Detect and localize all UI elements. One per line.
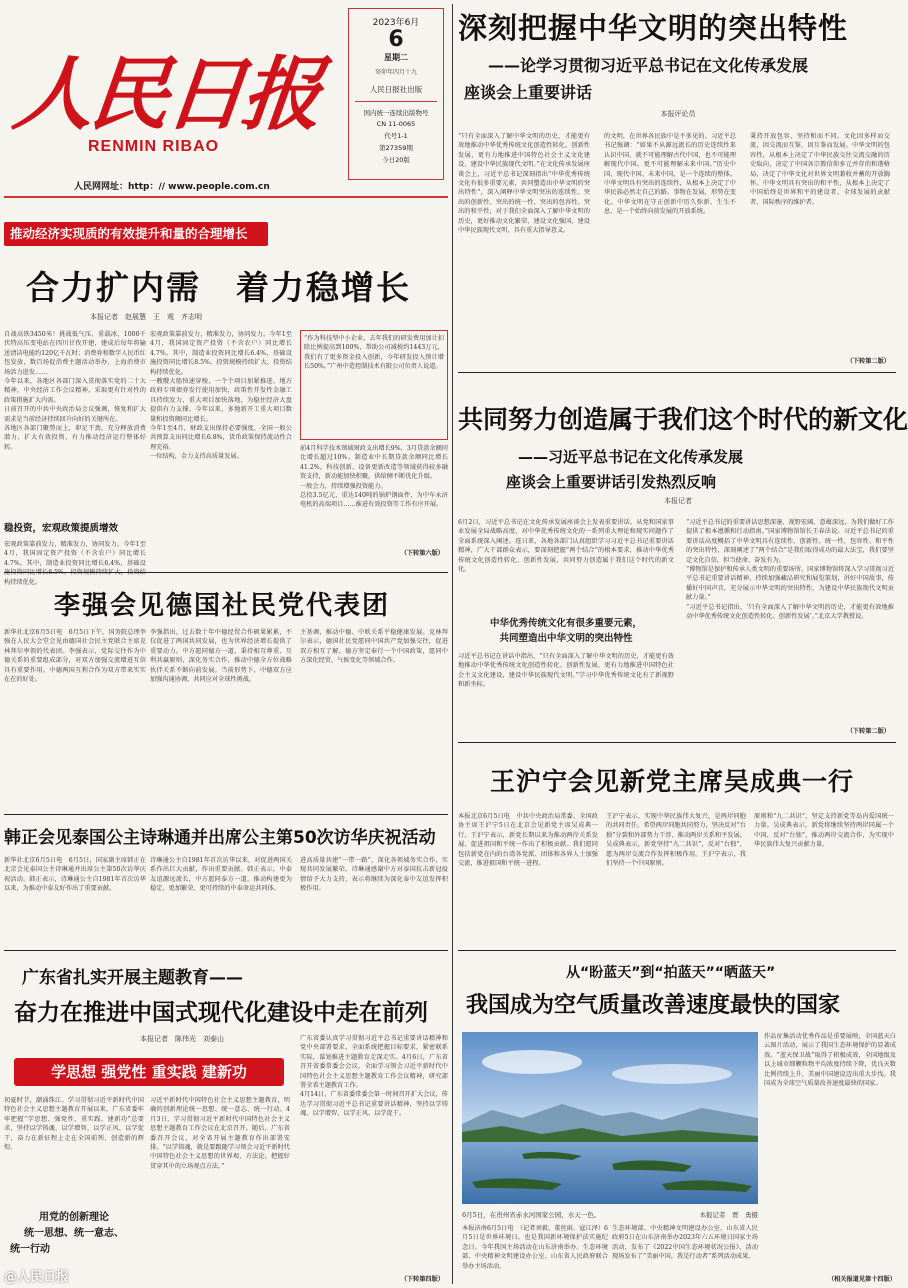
masthead bbox=[0, 0, 450, 200]
story2-subtitle: ——习近平总书记在文化传承发展 bbox=[518, 448, 744, 466]
photo-caption: 6月5日，在贵州省赤水河国家公园，水天一色。 bbox=[462, 1211, 601, 1219]
landscape-photo-icon bbox=[462, 1032, 758, 1204]
lead-more[interactable]: （下转第二版） bbox=[846, 358, 890, 365]
lead-subtitle: ——论学习贯彻习近平总书记在文化传承发展 bbox=[488, 56, 809, 75]
story4-title[interactable]: 韩正会见泰国公主诗琳通并出席公主第50次访华庆祝活动 bbox=[4, 828, 436, 848]
story7-col-1: 本报济南6月5日电 （记者刘毅、董丝雨、寇江泽）6月5日是世界环境日，也是我国新环境保护法实施纪念日。今年我国主场活动在山东济南举办。生态环境部、中央精神文明建设办公室、山东省人民政府联合举办主场活动。 bbox=[462, 1225, 608, 1270]
subhead-line-1: 用党的创新理论 bbox=[39, 1212, 109, 1223]
subhead-line-2: 统一思想、统一意志、 bbox=[24, 1228, 124, 1239]
lead-byline: 本报评论员 bbox=[660, 110, 696, 118]
story6-kicker: 广东省扎实开展主题教育—— bbox=[22, 968, 243, 988]
lead-col-1: “只有全面深入了解中华文明的历史，才能更有效地推动中华优秀传统文化创造性转化、创新性发展，更有力地推进中国特色社会主义文化建设，建设中华民族现代文明。”在文化传承发展座谈会上，习近平总书记深刻指出“中华优秀传统文化有很多重要元素，共同塑造出中华文明的突出特性”，深入阐释中华文明突出的连续性、突出的创新性、突出的统一性、突出的包容性、突出的和平性，对于我们全面深入了解中华文明的历史，更好推动文化繁荣、建设文化强国、建设中华民族现代文明，具有重大指导意义。 bbox=[458, 133, 590, 235]
story6-col-2: 习近平新时代中国特色社会主义思想主题教育，明确的创新理论统一思想、统一意志、统一行动。4月3日，学习贯彻习近平新时代中国特色社会主义思想主题教育工作会议在北京召开。随后，广东省委召开会议，对全省开展主题教育作出部署安排。“以学铸魂，就是要跟随学习领会习近平新时代中国特色社会主义思想的世界观、方法论，把握好贯穿其中的立场观点方法。” bbox=[150, 1097, 290, 1170]
story6-col-3: 广东省委认真学习贯彻习近平总书记重要讲话精神和党中央部署要求，全面系统把握目标要求，紧密联系实际，谋划推进主题教育走深走实。4月6日，广东省召开省委常委会会议，全面学习领会习近平新时代中国特色社会主义思想主题教育工作会议精神，研究部署全省主题教育工作。 4月14日，广东省委常委会第一时间召开扩大会议，传达学习贯彻习近平总书记重要讲话精神，坚持以学铸魂、以学增智、以学正风、以学促干。 bbox=[300, 1035, 448, 1118]
pullquote-line-2: 共同塑造出中华文明的突出特性 bbox=[499, 633, 633, 644]
story2 bbox=[458, 380, 908, 735]
story1-title[interactable]: 合力扩内需 着力稳增长 bbox=[26, 268, 411, 307]
story7-kicker: 从“盼蓝天”到“拍蓝天”“晒蓝天” bbox=[566, 965, 776, 981]
story6-more[interactable]: （下转第四版） bbox=[400, 1276, 444, 1283]
story2-col-1b: 习近平总书记在讲话中指出，“只有全面深入了解中华文明的历史，才能更有效地推动中华优秀传统文化创造性转化、创新性发展，更有力地推进中国特色社会主义文化建设，建设中华民族现代文明。”学习中华优秀传统文化有了新视野和新坐标。 bbox=[458, 653, 674, 689]
story1-byline: 本报记者 赵展慧 王 观 齐志明 bbox=[90, 313, 202, 321]
lead-title[interactable]: 深刻把握中华文明的突出特性 bbox=[458, 11, 849, 45]
story1-more[interactable]: （下转第六版） bbox=[400, 550, 444, 557]
story2-col-1: 6月2日，习近平总书记在文化传承发展座谈会上发表重要讲话，从党和国家事业发展全局战略高度，对中华优秀传统文化的一系列重大理论和现实问题作了全面系统深入阐述。连日来，各地各部门认真组织学习习近平总书记重要讲话精神，广大干部群众表示，要深刻把握“两个结合”的根本要求，推动中华优秀传统文化创造性转化、创新性发展，共同努力创造属于我们这个时代的新文化。 bbox=[458, 519, 674, 574]
story1-col-3: 前4月科学技术领域财政支出增长9%，3月贷款余额同比增长超过10%。制造业中长期贷款余额同比增长41.2%，科技创新、设备更新改造等领域获得较多融资支持，新动能加快积聚，供给侧不断优化升级。 一般会力，持续增强投资能力。 总投3.5亿元，重达140吨的锅炉钢面件，为中车永济电机的高端项目……推进有效投资等工作有序开展。 bbox=[300, 445, 448, 509]
story7-more[interactable]: （相关报道见第十四版） bbox=[827, 1276, 896, 1283]
story7-caption bbox=[462, 1210, 758, 1219]
kicker-label: 推动经济实现质的有效提升和量的合理增长 bbox=[10, 226, 248, 241]
story2-col-2: “习近平总书记的重要讲话思想深邃、视野宏阔、意蕴深远，为我们做好工作提供了根本遵循和行动指南。”国家博物馆馆长王春法说。习近平总书记的重要讲话高度概括了中华文明具有连续性、创新性、统一性、包容性、和平性的突出特性，深刻阐述了“两个结合”是我们取得成功的最大法宝，我们要坚定文化自信，担当使命、奋发有为。 “博物馆是保护和传承人类文明的重要场所。国家博物馆将深入学习贯彻习近平总书记重要讲话精神，持续加强藏品研究和展览策划，讲好中国故事，传播好中国声音，充分展示中华文明的突出特性，为建设中华民族现代文明贡献力量。” “习近平总书记指出，‘只有全面深入了解中华文明的历史，才能更有效地推动中华优秀传统文化创造性转化、创新性发展’。”北京大学教授说。 bbox=[686, 519, 894, 621]
logo-text: 人民日报 bbox=[9, 47, 323, 141]
lead-subtitle-2: 座谈会上重要讲话 bbox=[464, 83, 593, 102]
kicker-banner bbox=[4, 222, 268, 246]
pullquote-line-1: 中华优秀传统文化有很多重要元素， bbox=[489, 618, 642, 629]
date-box bbox=[348, 8, 444, 180]
story6-byline: 本报记者 陈伟光 刘泰山 bbox=[140, 1035, 224, 1043]
story7-photo bbox=[462, 1032, 758, 1204]
story5-title[interactable]: 王沪宁会见新党主席吴成典一行 bbox=[490, 767, 855, 796]
story6-title[interactable]: 奋力在推进中国式现代化建设中走在前列 bbox=[14, 1000, 428, 1026]
subhead-line-3: 统一行动 bbox=[10, 1244, 50, 1255]
issue-number: 第27359期 bbox=[379, 144, 413, 152]
story4-col-1: 新华社北京6月5日电 6月5日，国家副主席韩正在北京会见泰国公主诗琳通并出席公主第50次访华庆祝活动。韩正表示，诗琳通公主自1981年首次访华以来，为推动中泰友好作出了重要贡献。 bbox=[4, 857, 146, 893]
publisher: 人民日报社出版 bbox=[369, 85, 423, 94]
story4-col-3: 进高质量共建“一带一路”，深化各领域务实合作，实现共同发展繁荣。诗琳通感谢中方对泰国抗击新冠疫情给予大力支持，表示将继续为深化泰中友谊发挥积极作用。 bbox=[300, 857, 448, 893]
banner-label: 学思想 强党性 重实践 建新功 bbox=[51, 1063, 247, 1081]
story3-col-3: 主基调，推动中德、中欧关系平稳健康发展。克林拜尔表示，德国社民党愿同中国共产党加强交往，促进双方相互了解。德方坚定奉行一个中国政策，愿同中方深化经贸、气候变化等领域合作。 bbox=[300, 629, 448, 665]
date-weekday: 星期二 bbox=[384, 53, 408, 62]
story3-col-1: 新华社北京6月5日电 6月5日下午，国务院总理李强在人民大会堂会见由德国社会民主党联合主席克林拜尔率领的代表团。李强表示，党际交往作为中德关系的重要组成部分，对双方加强交流增进互信具有重要作用。中德两国互利合作为双方带来实实在在的好处。 bbox=[4, 629, 146, 684]
story6-subhead bbox=[4, 1210, 144, 1258]
date-lunar: 癸卯年四月十九 bbox=[374, 69, 417, 76]
story3-col-2: 李强指出，过去数十年中德经贸合作硕果累累，不仅促进了两国共同发展，也为世界经济增长提供了重要动力。中方愿同德方一道，秉持相互尊重、互利共赢原则，深化务实合作，推动中德全方位战略伙伴关系不断向前发展。当前形势下，中德双方应加强沟通协调，共同应对全球性挑战。 bbox=[150, 629, 292, 684]
story7-col-right: 作品征集活动优秀作品是重要展映，全国蓝天白云图片活动，展示了我国生态环境保护的显著成效。“蓝天保卫战”取得了积极成效，全国地级及以上城市细颗粒物平均浓度持续下降，优良天数比例持续上升，美丽中国建设迈出重大步伐。我国成为全球空气质量改善速度最快的国家。 bbox=[764, 1033, 896, 1088]
website[interactable]: 人民网网址：http：// www.people.com.cn bbox=[74, 182, 270, 192]
story4-col-2: 诗琳通公主自1981年首次访华以来，对促进两国关系作出巨大贡献，作出重要贡献。韩正表示，中泰友谊源远流长，中方愿同泰方一道，推动构建更为稳定、更加繁荣、更可持续的中泰命运共同体。 bbox=[150, 857, 292, 893]
story2-pullquote bbox=[458, 616, 674, 646]
date-day: 6 bbox=[388, 27, 404, 52]
masthead-pinyin: RENMIN RIBAO bbox=[88, 138, 220, 155]
story7-col-2: 生态环境部、中央精神文明建设办公室、山东省人民政府5日在山东济南举办2023年六五环境日国家主场活动，发布了《2022中国生态环境状况公报》，活动现场发布了“美丽中国，我是行动者”系列活动成果。 bbox=[612, 1225, 758, 1261]
date-year-month: 2023年6月 bbox=[372, 18, 420, 28]
serial-label: 国内统一连续出版物号 bbox=[363, 109, 429, 117]
story7-title[interactable]: 我国成为空气质量改善速度最快的国家 bbox=[466, 993, 841, 1018]
story1-quote-box: “作为科技型中小企业，去年我们的研发费用加计扣除比例提高到100%，帮助公司减税约1443万元，我们有了更多资金投入创新，今年研发投入预计增长50%。”广州中造控制技术有限公司负责人说道。 bbox=[300, 330, 448, 440]
lead-article bbox=[458, 4, 898, 369]
story2-title[interactable]: 共同努力创造属于我们这个时代的新文化 bbox=[458, 405, 908, 434]
story6-banner bbox=[14, 1058, 284, 1086]
post-code: 代号1-1 bbox=[384, 132, 408, 140]
watermark bbox=[4, 1266, 69, 1285]
cn-number: CN 11-0065 bbox=[376, 120, 416, 128]
story5-col-1: 本报北京6月5日电 中共中央政治局常委、全国政协主席王沪宁5日在北京会见新党主席吴成典一行。王沪宁表示，新党长期以来为推动两岸关系发展、促进祖国和平统一作出了积极贡献。我们愿同包括新党在内的台湾各党派、团体和各界人士加强交流，推进祖国和平统一进程。 bbox=[458, 813, 598, 868]
lead-col-2: 的文明，在世界各民族中是不多见的。习近平总书记强调：“如果不从源远流长的历史连续性来认识中国，就不可能理解古代中国，也不可能理解现代中国，更不可能理解未来中国。”历史中国、现代中国、未来中国，是一个连续的整体。中华文明具有突出的连续性，从根本上决定了中华民族必然走自己的路。事物在发展，形势在变化。中华文明在守正创新中历久弥新、生生不息，是一个始终向前发展的开放系统。 bbox=[604, 133, 736, 216]
story5-col-3: 原则和“九二共识”，坚定支持新党等岛内爱国统一力量。吴成典表示，新党将继续坚持两岸同属一个中国，反对“台独”，推动两岸交流合作，为实现中华民族伟大复兴贡献力量。 bbox=[754, 813, 894, 849]
story5-col-2: 王沪宁表示，实现中华民族伟大复兴，是两岸同胞的共同责任。希望两岸同胞共同努力，坚决反对“台独”分裂和外部势力干涉，推动两岸关系和平发展。吴成典表示，新党坚持“九二共识”，反对“台独”，愿为两岸交流合作发挥积极作用。王沪宁表示，我们坚持一个中国原则。 bbox=[606, 813, 746, 868]
story1-subhead: 稳投资，宏观政策提质增效 bbox=[4, 523, 119, 534]
photo-credit: 本报记者 贾 勇摄 bbox=[699, 1211, 758, 1219]
lead-col-3: 秉持开放包容，坚持和而不同。文化因多样而交流，因交流而互鉴，因互鉴而发展。中华文明的包容性，从根本上决定了中华民族交往交流交融的历史取向，决定了中国各宗教信仰多元并存的和谐格局，决定了中华文化对世界文明兼收并蓄的开放胸怀。中华文明具有突出的和平性，从根本上决定了中国始终是世界和平的建设者、全球发展的贡献者、国际秩序的维护者。 bbox=[750, 133, 890, 206]
story1-col-2: 宏观政策靠前发力，精准发力，协同发力。今年1至4月，我国固定资产投资（不含农户）同比增长4.7%，其中，制造业投资同比增长6.4%，基础设施投资同比增长8.5%。投资规模持续扩大，投资结构持续优化。 一艘艘大船快速穿梭，一个个项目加紧推进。地方政府专项债券发行使用加快，政策性开发性金融工具持续发力，重大项目加快落地，为稳住经济大盘提供有力支撑。今年以来，多地新开工重大项目数量和投资额同比增长。 今年1至4月，财政支出保持必要强度，全国一般公共预算支出同比增长6.8%，货币政策保持流动性合理充裕。 一位结构，金力支持高质量发展。 bbox=[150, 331, 292, 461]
page-count: 今日20版 bbox=[382, 156, 410, 164]
watermark-text: @人民日报 bbox=[4, 1270, 70, 1285]
story3-title[interactable]: 李强会见德国社民党代表团 bbox=[54, 591, 391, 621]
story1-col-1: 自战高铁3450米！挑战低气压、重载冰，1000千伏特高压变电站在四川甘孜开建，建成后每年将输送清洁电能约120亿千瓦时；消费券和数字人民币红包发放，数百场促消费主题活动举办，上海消费市场活力进发…… 今年以来，各地区各部门深入贯彻落实党的二十大精神，中央经济工作会议精神，采取更有针对性的政策措施扩大内需。 日前召开的中共中央政治局会议强调，恢复和扩大需求是当前经济持续回升向好的关键所在。 各地区各部门聚势而上，卯足干劲，充分释放消费潜力，扩大有效投资，有力推动经济运行整体好转。 bbox=[4, 331, 146, 451]
story2-byline: 本报记者 bbox=[664, 497, 692, 505]
story2-subtitle-2: 座谈会上重要讲话引发热烈反响 bbox=[506, 473, 717, 491]
story6-col-1: 初夏时节，潮涌珠江。学习贯彻习近平新时代中国特色社会主义思想主题教育开展以来，广东省委牢牢把握“学思想、强党性、重实践、建新功”总要求，坚持以学铸魂、以学增智、以学正风、以学促干，奋力在新征程上走在全国前列、创造新的辉煌。 bbox=[4, 1097, 144, 1152]
story2-more[interactable]: （下转第二版） bbox=[846, 728, 890, 735]
story1-col-1e: 宏观政策靠前发力，精准发力，协同发力。今年1至4月，我国固定资产投资（不含农户）同比增长4.7%，其中，制造业投资同比增长6.4%，基础设 构持续优化。 bbox=[4, 541, 146, 586]
masthead-logo bbox=[8, 34, 341, 154]
